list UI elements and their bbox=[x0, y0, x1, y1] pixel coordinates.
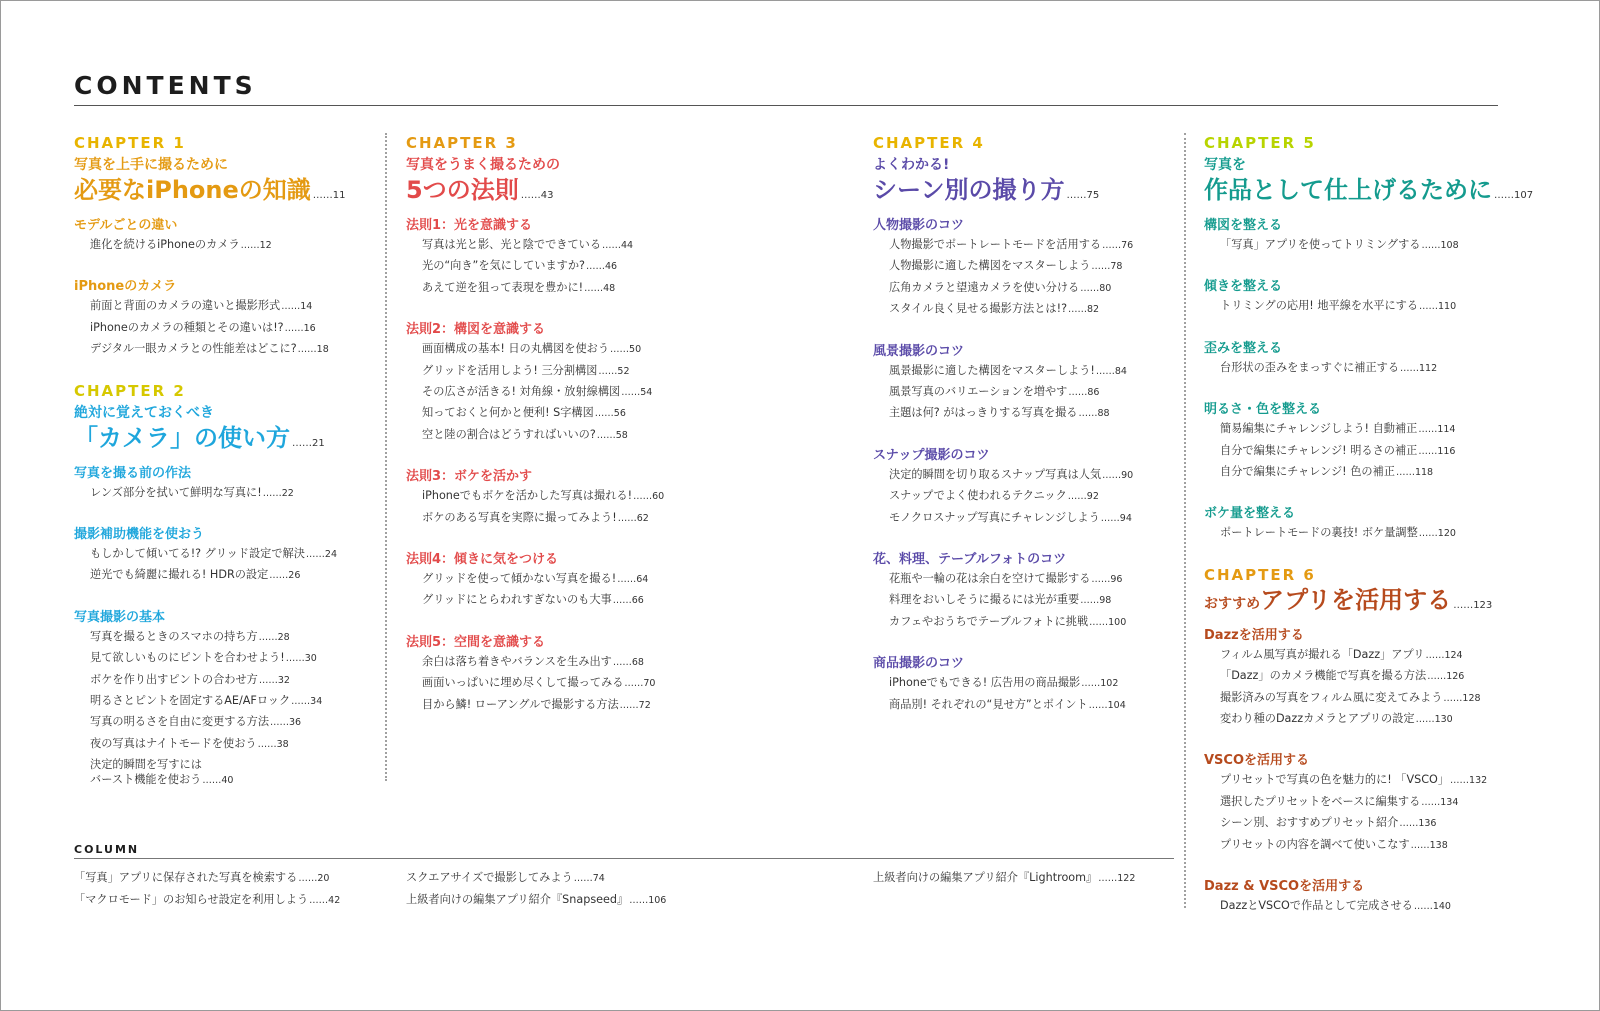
toc-item[interactable]: グリッドを活用しよう! 三分割構図……52 bbox=[422, 363, 630, 377]
chapter-title[interactable]: 必要なiPhoneの知識 ……11 bbox=[74, 176, 346, 204]
toc-item[interactable]: レンズ部分を拭いて鮮明な写真に!……22 bbox=[90, 485, 294, 499]
section-heading: 明るさ・色を整える bbox=[1204, 402, 1322, 418]
toc-item[interactable]: 自分で編集にチャレンジ! 色の補正……118 bbox=[1220, 465, 1434, 479]
column-divider bbox=[385, 133, 387, 781]
chapter-subtitle: 写真を bbox=[1204, 157, 1246, 173]
section-heading: 写真を撮る前の作法 bbox=[74, 465, 192, 481]
toc-item[interactable]: その広さが活きる! 対角線・放射線構図……54 bbox=[422, 385, 653, 399]
chapter-subtitle: よくわかる! bbox=[873, 157, 950, 173]
toc-item[interactable]: カフェやおうちでテーブルフォトに挑戦……100 bbox=[889, 614, 1127, 628]
toc-item[interactable]: ポートレートモードの裏技! ボケ量調整……120 bbox=[1220, 526, 1456, 540]
chapter-2 bbox=[74, 381, 374, 789]
toc-item[interactable]: iPhoneのカメラの種類とその違いは!?……16 bbox=[90, 320, 316, 334]
toc-item[interactable]: 自分で編集にチャレンジ! 明るさの補正……116 bbox=[1220, 443, 1456, 457]
chapter-label: CHAPTER 4 bbox=[873, 134, 985, 152]
section-heading: スナップ撮影のコツ bbox=[873, 447, 990, 463]
section-heading: Dazz & VSCOを活用する bbox=[1204, 879, 1365, 895]
column-label: COLUMN bbox=[74, 843, 140, 856]
toc-item[interactable]: 画面いっぱいに埋め尽くして撮ってみる……70 bbox=[422, 676, 656, 690]
section-heading: 花、料理、テーブルフォトのコツ bbox=[873, 552, 1067, 568]
column-list-3 bbox=[873, 867, 1135, 889]
toc-item[interactable]: iPhoneでもボケを活かした写真は撮れる!……60 bbox=[422, 489, 665, 503]
column-item[interactable]: 上級者向けの編集アプリ紹介『Snapseed』……106 bbox=[406, 893, 667, 906]
chapter-title[interactable]: 「カメラ」の使い方 ……21 bbox=[74, 423, 325, 452]
section-heading: 人物撮影のコツ bbox=[873, 218, 965, 233]
chapter-label: CHAPTER 2 bbox=[74, 381, 186, 400]
toc-item[interactable]: 光の“向き”を気にしていますか?……46 bbox=[422, 259, 618, 273]
toc-item[interactable]: シーン別、おすすめプリセット紹介……136 bbox=[1220, 816, 1437, 830]
chapter-label: CHAPTER 1 bbox=[74, 134, 186, 152]
toc-item[interactable]: 写真は光と影、光と陰でできている……44 bbox=[422, 238, 634, 251]
toc-item[interactable]: もしかして傾いてる!? グリッド設定で解決……24 bbox=[90, 547, 338, 561]
chapter-1 bbox=[74, 133, 374, 361]
chapter-5 bbox=[1204, 133, 1534, 545]
toc-item[interactable]: プリセットの内容を調べて使いこなす……138 bbox=[1220, 837, 1448, 851]
page-title: CONTENTS bbox=[74, 71, 257, 100]
toc-column-2 bbox=[406, 133, 696, 716]
toc-item[interactable]: DazzとVSCOで作品として完成させる……140 bbox=[1220, 899, 1451, 913]
toc-item[interactable]: スナップでよく使われるテクニック……92 bbox=[889, 489, 1099, 503]
toc-item[interactable]: 目から鱗! ローアングルで撮影する方法……72 bbox=[422, 697, 651, 711]
toc-item[interactable]: 見て欲しいものにピントを合わせよう!……30 bbox=[90, 651, 317, 665]
toc-item[interactable]: 広角カメラと望遠カメラを使い分ける……80 bbox=[889, 280, 1112, 294]
toc-item[interactable]: 簡易編集にチャレンジしよう! 自動補正……114 bbox=[1220, 422, 1456, 436]
chapter-title[interactable]: 5つの法則 ……43 bbox=[406, 176, 554, 204]
toc-item[interactable]: 前面と背面のカメラの違いと撮影形式……14 bbox=[90, 299, 313, 313]
section-heading: 歪みを整える bbox=[1204, 340, 1283, 356]
toc-column-4 bbox=[1204, 133, 1534, 918]
section-heading: 法則3：ボケを活かす bbox=[406, 469, 533, 485]
toc-item[interactable]: 「Dazz」のカメラ機能で写真を撮る方法……126 bbox=[1220, 669, 1465, 683]
toc-item[interactable]: 決定的瞬間を写すには バースト機能を使おう……40 bbox=[90, 758, 234, 787]
toc-item[interactable]: モノクロスナップ写真にチャレンジしよう……94 bbox=[889, 510, 1132, 524]
toc-item[interactable]: トリミングの応用! 地平線を水平にする……110 bbox=[1220, 299, 1457, 313]
section-heading: 写真撮影の基本 bbox=[74, 609, 166, 625]
column-item[interactable]: 「写真」アプリに保存された写真を検索する……20 bbox=[74, 871, 330, 884]
chapter-subtitle: 写真をうまく撮るための bbox=[406, 157, 560, 173]
toc-item[interactable]: フィルム風写真が撮れる「Dazz」アプリ……124 bbox=[1220, 647, 1463, 661]
chapter-subtitle: 絶対に覚えておくべき bbox=[74, 404, 214, 421]
toc-item[interactable]: 風景撮影に適した構図をマスターしよう!……84 bbox=[889, 363, 1127, 377]
column-list-1 bbox=[74, 867, 340, 911]
section-heading: ボケ量を整える bbox=[1204, 506, 1296, 522]
toc-item[interactable]: 人物撮影でポートレートモードを活用する……76 bbox=[889, 238, 1134, 251]
toc-item[interactable]: ボケを作り出すピントの合わせ方……32 bbox=[90, 672, 290, 686]
section-heading: 風景撮影のコツ bbox=[873, 343, 965, 359]
section-heading: 法則2：構図を意識する bbox=[406, 322, 546, 338]
toc-item[interactable]: 撮影済みの写真をフィルム風に変えてみよう……128 bbox=[1220, 690, 1481, 704]
section-heading: 撮影補助機能を使おう bbox=[74, 527, 205, 543]
column-list-2 bbox=[406, 867, 666, 911]
section-heading: モデルごとの違い bbox=[74, 218, 178, 233]
section-heading: iPhoneのカメラ bbox=[74, 279, 177, 295]
toc-item[interactable]: 余白は落ち着きやバランスを生み出す……68 bbox=[422, 654, 644, 668]
toc-item[interactable]: あえて逆を狙って表現を豊かに!……48 bbox=[422, 280, 616, 294]
toc-item[interactable]: 料理をおいしそうに撮るには光が重要……98 bbox=[889, 593, 1112, 607]
toc-column-3 bbox=[873, 133, 1173, 716]
section-heading: VSCOを活用する bbox=[1204, 753, 1310, 769]
chapter-label: CHAPTER 6 bbox=[1204, 565, 1316, 584]
section-heading: 法則5：空間を意識する bbox=[406, 634, 546, 650]
toc-item[interactable]: スタイル良く見せる撮影方法とは!?……82 bbox=[889, 302, 1100, 316]
toc-item[interactable]: 夜の写真はナイトモードを使おう……38 bbox=[90, 736, 289, 750]
chapter-title[interactable]: 作品として仕上げるために ……107 bbox=[1204, 176, 1534, 204]
column-item[interactable]: 上級者向けの編集アプリ紹介『Lightroom』……122 bbox=[873, 871, 1136, 884]
toc-item[interactable]: 明るさとピントを固定するAE/AFロック……34 bbox=[90, 694, 323, 708]
column-divider-line bbox=[74, 858, 1174, 859]
toc-item[interactable]: グリッドを使って傾かない写真を撮る!……64 bbox=[422, 572, 649, 586]
chapter-title[interactable]: シーン別の撮り方 ……75 bbox=[873, 176, 1100, 204]
chapter-label: CHAPTER 3 bbox=[406, 134, 518, 152]
toc-item[interactable]: 画面構成の基本! 日の丸構図を使おう……50 bbox=[422, 342, 642, 356]
toc-item[interactable]: デジタル一眼カメラとの性能差はどこに?……18 bbox=[90, 342, 329, 356]
toc-item[interactable]: 空と陸の割合はどうすればいいの?……58 bbox=[422, 427, 628, 441]
toc-item[interactable]: 風景写真のバリエーションを増やす……86 bbox=[889, 385, 1100, 399]
title-divider bbox=[74, 105, 1498, 106]
toc-item[interactable]: 知っておくと何かと便利! S字構図……56 bbox=[422, 406, 626, 420]
section-heading: 傾きを整える bbox=[1204, 279, 1283, 295]
toc-item[interactable]: 「写真」アプリを使ってトリミングする……108 bbox=[1220, 238, 1459, 251]
toc-item[interactable]: 逆光でも綺麗に撮れる! HDRの設定……26 bbox=[90, 568, 301, 582]
toc-item[interactable]: ボケのある写真を実際に撮ってみよう!……62 bbox=[422, 510, 649, 524]
chapter-title[interactable]: おすすめアプリを活用する ……123 bbox=[1204, 585, 1493, 614]
column-divider bbox=[1184, 133, 1186, 908]
column-item[interactable]: スクエアサイズで撮影してみよう……74 bbox=[406, 871, 605, 884]
toc-item[interactable]: グリッドにとらわれすぎないのも大事……66 bbox=[422, 593, 644, 607]
toc-item[interactable]: 決定的瞬間を切り取るスナップ写真は人気……90 bbox=[889, 467, 1134, 481]
toc-item[interactable]: 写真を撮るときのスマホの持ち方……28 bbox=[90, 629, 290, 643]
toc-item[interactable]: 写真の明るさを自由に変更する方法……36 bbox=[90, 715, 302, 729]
toc-item[interactable]: 台形状の歪みをまっすぐに補正する……112 bbox=[1220, 360, 1438, 374]
section-heading: 商品撮影のコツ bbox=[873, 656, 965, 672]
toc-item[interactable]: 主題は何? がはっきりする写真を撮る……88 bbox=[889, 406, 1110, 420]
chapter-6 bbox=[1204, 565, 1524, 918]
section-heading: Dazzを活用する bbox=[1204, 627, 1304, 643]
toc-item[interactable]: 変わり種のDazzカメラとアプリの設定……130 bbox=[1220, 712, 1453, 726]
toc-item[interactable]: iPhoneでもできる! 広告用の商品撮影……102 bbox=[889, 676, 1119, 690]
column-item[interactable]: 「マクロモード」のお知らせ設定を利用しよう……42 bbox=[74, 893, 341, 906]
toc-item[interactable]: 人物撮影に適した構図をマスターしよう……78 bbox=[889, 259, 1123, 273]
section-heading: 構図を整える bbox=[1204, 218, 1283, 233]
section-heading: 法則1：光を意識する bbox=[406, 218, 533, 233]
toc-item[interactable]: 進化を続けるiPhoneのカメラ……12 bbox=[90, 238, 272, 251]
toc-item[interactable]: 選択したプリセットをベースに編集する……134 bbox=[1220, 794, 1459, 808]
chapter-label: CHAPTER 5 bbox=[1204, 134, 1316, 152]
toc-item[interactable]: 商品別! それぞれの“見せ方”とポイント……104 bbox=[889, 697, 1126, 711]
chapter-subtitle: 写真を上手に撮るために bbox=[74, 157, 228, 173]
toc-item[interactable]: 花瓶や一輪の花は余白を空けて撮影する……96 bbox=[889, 572, 1123, 586]
toc-column-1 bbox=[74, 133, 374, 788]
toc-item[interactable]: プリセットで写真の色を魅力的に! 「VSCO」……132 bbox=[1220, 773, 1488, 787]
section-heading: 法則4：傾きに気をつける bbox=[406, 552, 559, 568]
